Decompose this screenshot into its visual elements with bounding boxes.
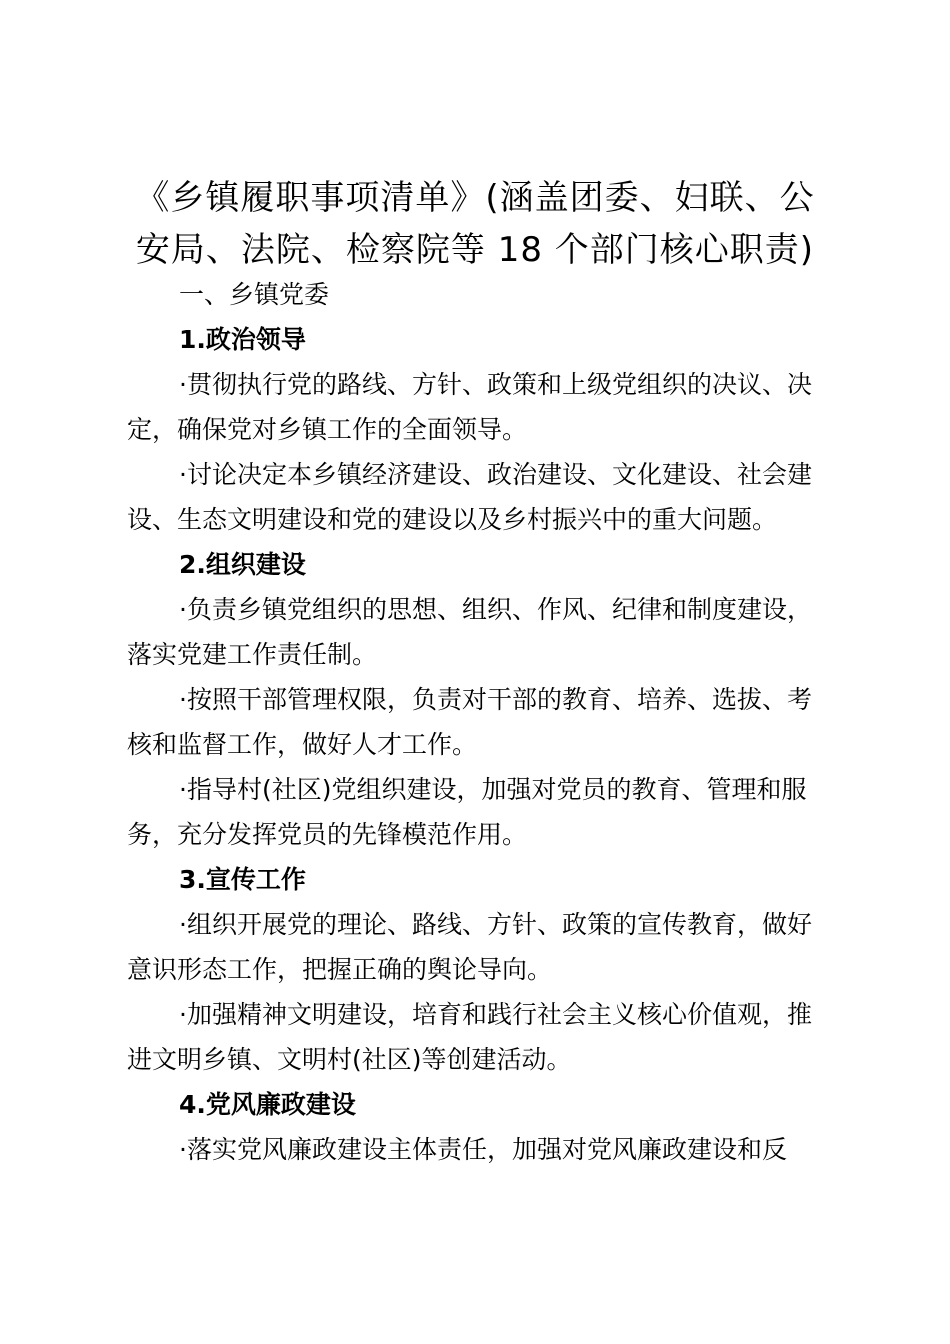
paragraph-line: ·按照干部管理权限，负责对干部的教育、培养、选拔、考 [179,685,812,714]
paragraph-line: 进文明乡镇、文明村(社区)等创建活动。 [127,1045,572,1074]
paragraph-line: ·负责乡镇党组织的思想、组织、作风、纪律和制度建设， [179,595,812,624]
title-line-1: 《乡镇履职事项清单》(涵盖团委、妇联、公 [135,178,815,218]
paragraph-line: 意识形态工作，把握正确的舆论导向。 [127,955,553,984]
paragraph-line: ·加强精神文明建设，培育和践行社会主义核心价值观，推 [179,1000,812,1029]
paragraph-line: 核和监督工作，做好人才工作。 [127,730,478,759]
paragraph-line: ·指导村(社区)党组织建设，加强对党员的教育、管理和服 [179,775,807,804]
document-body [127,272,827,1172]
document-title [118,172,832,276]
item-heading: 2.组织建设 [179,550,306,579]
paragraph-line: ·贯彻执行党的路线、方针、政策和上级党组织的决议、决 [179,370,812,399]
paragraph-line: 落实党建工作责任制。 [127,640,378,669]
item-heading: 3.宣传工作 [179,865,306,894]
paragraph-line: 务，充分发挥党员的先锋模范作用。 [127,820,528,849]
section-heading: 一、乡镇党委 [179,280,330,309]
paragraph-line: 设、生态文明建设和党的建设以及乡村振兴中的重大问题。 [127,505,778,534]
paragraph-line: 定，确保党对乡镇工作的全面领导。 [127,415,528,444]
item-heading: 4.党风廉政建设 [179,1090,356,1119]
paragraph-line: ·落实党风廉政建设主体责任，加强对党风廉政建设和反 [179,1135,787,1164]
paragraph-line: ·组织开展党的理论、路线、方针、政策的宣传教育，做好 [179,910,812,939]
paragraph-line: ·讨论决定本乡镇经济建设、政治建设、文化建设、社会建 [179,460,812,489]
item-heading: 1.政治领导 [179,325,306,354]
title-line-2: 安局、法院、检察院等 18 个部门核心职责) [135,230,815,270]
